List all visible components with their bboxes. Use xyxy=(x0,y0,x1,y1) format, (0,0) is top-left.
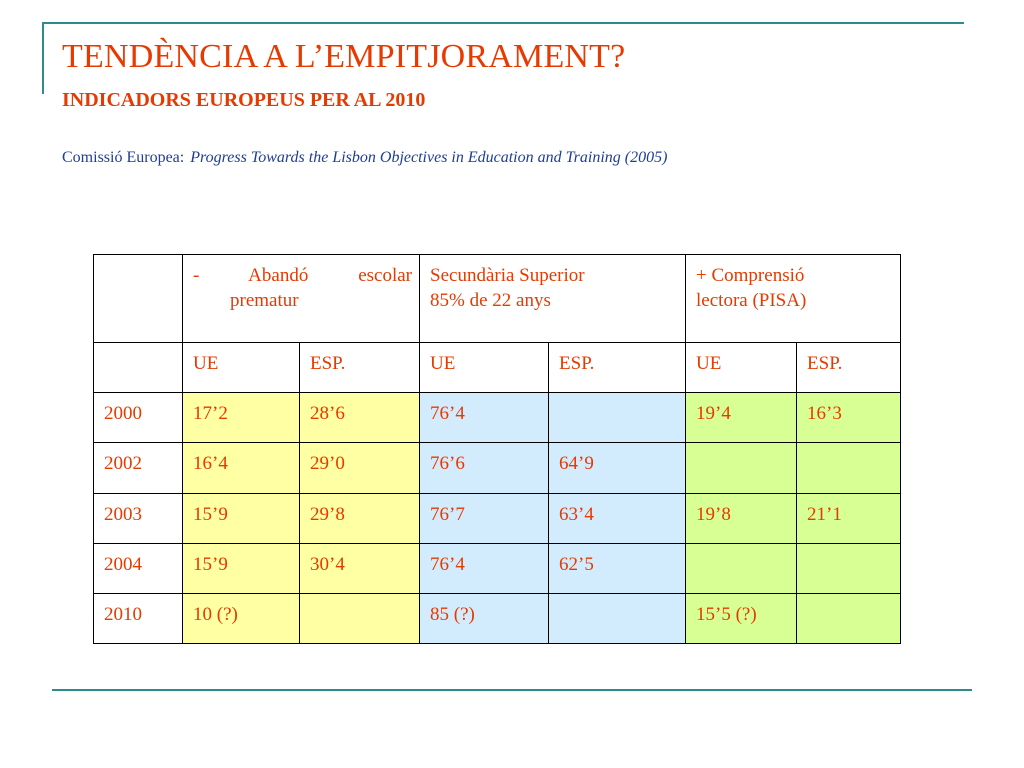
table-row xyxy=(94,493,901,543)
source-reference: Progress Towards the Lisbon Objectives in Education and Training (2005) xyxy=(190,149,668,166)
value-cell: 17’2 xyxy=(183,393,300,443)
value-cell: 76’4 xyxy=(420,543,549,593)
value-cell: 29’0 xyxy=(300,443,420,493)
value-cell: 76’7 xyxy=(420,493,549,543)
subheader-cell: ESP. xyxy=(797,343,901,393)
table-row xyxy=(94,593,901,643)
accent-line-top xyxy=(42,22,964,24)
value-cell: 10 (?) xyxy=(183,593,300,643)
value-cell: 15’9 xyxy=(183,543,300,593)
table-subheader-row xyxy=(94,343,901,393)
value-cell: 85 (?) xyxy=(420,593,549,643)
value-cell: 19’4 xyxy=(686,393,797,443)
value-cell: 28’6 xyxy=(300,393,420,443)
value-cell xyxy=(797,543,901,593)
table-group-header-row xyxy=(94,255,901,343)
subheader-cell: UE xyxy=(183,343,300,393)
value-cell: 16’4 xyxy=(183,443,300,493)
corner-cell xyxy=(94,255,183,343)
value-cell xyxy=(549,593,686,643)
year-cell: 2010 xyxy=(94,593,183,643)
table-row xyxy=(94,543,901,593)
value-cell: 30’4 xyxy=(300,543,420,593)
accent-line-vertical xyxy=(42,22,44,94)
value-cell: 19’8 xyxy=(686,493,797,543)
group-header-reading: + Comprensió lectora (PISA) xyxy=(686,255,901,343)
source-label: Comissió Europea: xyxy=(62,149,185,166)
slide-subtitle: INDICADORS EUROPEUS PER AL 2010 xyxy=(62,89,426,111)
value-cell xyxy=(300,593,420,643)
subheader-cell: UE xyxy=(686,343,797,393)
year-cell: 2000 xyxy=(94,393,183,443)
corner-cell xyxy=(94,343,183,393)
value-cell: 76’4 xyxy=(420,393,549,443)
slide-title: TENDÈNCIA A L’EMPITJORAMENT? xyxy=(62,38,626,75)
indicators-table xyxy=(93,254,901,644)
value-cell: 16’3 xyxy=(797,393,901,443)
value-cell: 15’9 xyxy=(183,493,300,543)
year-cell: 2003 xyxy=(94,493,183,543)
value-cell: 15’5 (?) xyxy=(686,593,797,643)
year-cell: 2002 xyxy=(94,443,183,493)
value-cell: 76’6 xyxy=(420,443,549,493)
value-cell xyxy=(797,443,901,493)
table-row xyxy=(94,443,901,493)
value-cell xyxy=(686,543,797,593)
accent-line-bottom xyxy=(52,689,972,691)
subheader-cell: UE xyxy=(420,343,549,393)
group-header-abandonment: - Abandó escolar prematur xyxy=(183,255,420,343)
table-row xyxy=(94,393,901,443)
value-cell: 63’4 xyxy=(549,493,686,543)
value-cell: 62’5 xyxy=(549,543,686,593)
value-cell: 21’1 xyxy=(797,493,901,543)
source-citation xyxy=(62,149,667,167)
value-cell xyxy=(549,393,686,443)
subheader-cell: ESP. xyxy=(549,343,686,393)
value-cell xyxy=(686,443,797,493)
group-header-secondary: Secundària Superior 85% de 22 anys xyxy=(420,255,686,343)
value-cell: 64’9 xyxy=(549,443,686,493)
year-cell: 2004 xyxy=(94,543,183,593)
value-cell: 29’8 xyxy=(300,493,420,543)
subheader-cell: ESP. xyxy=(300,343,420,393)
value-cell xyxy=(797,593,901,643)
